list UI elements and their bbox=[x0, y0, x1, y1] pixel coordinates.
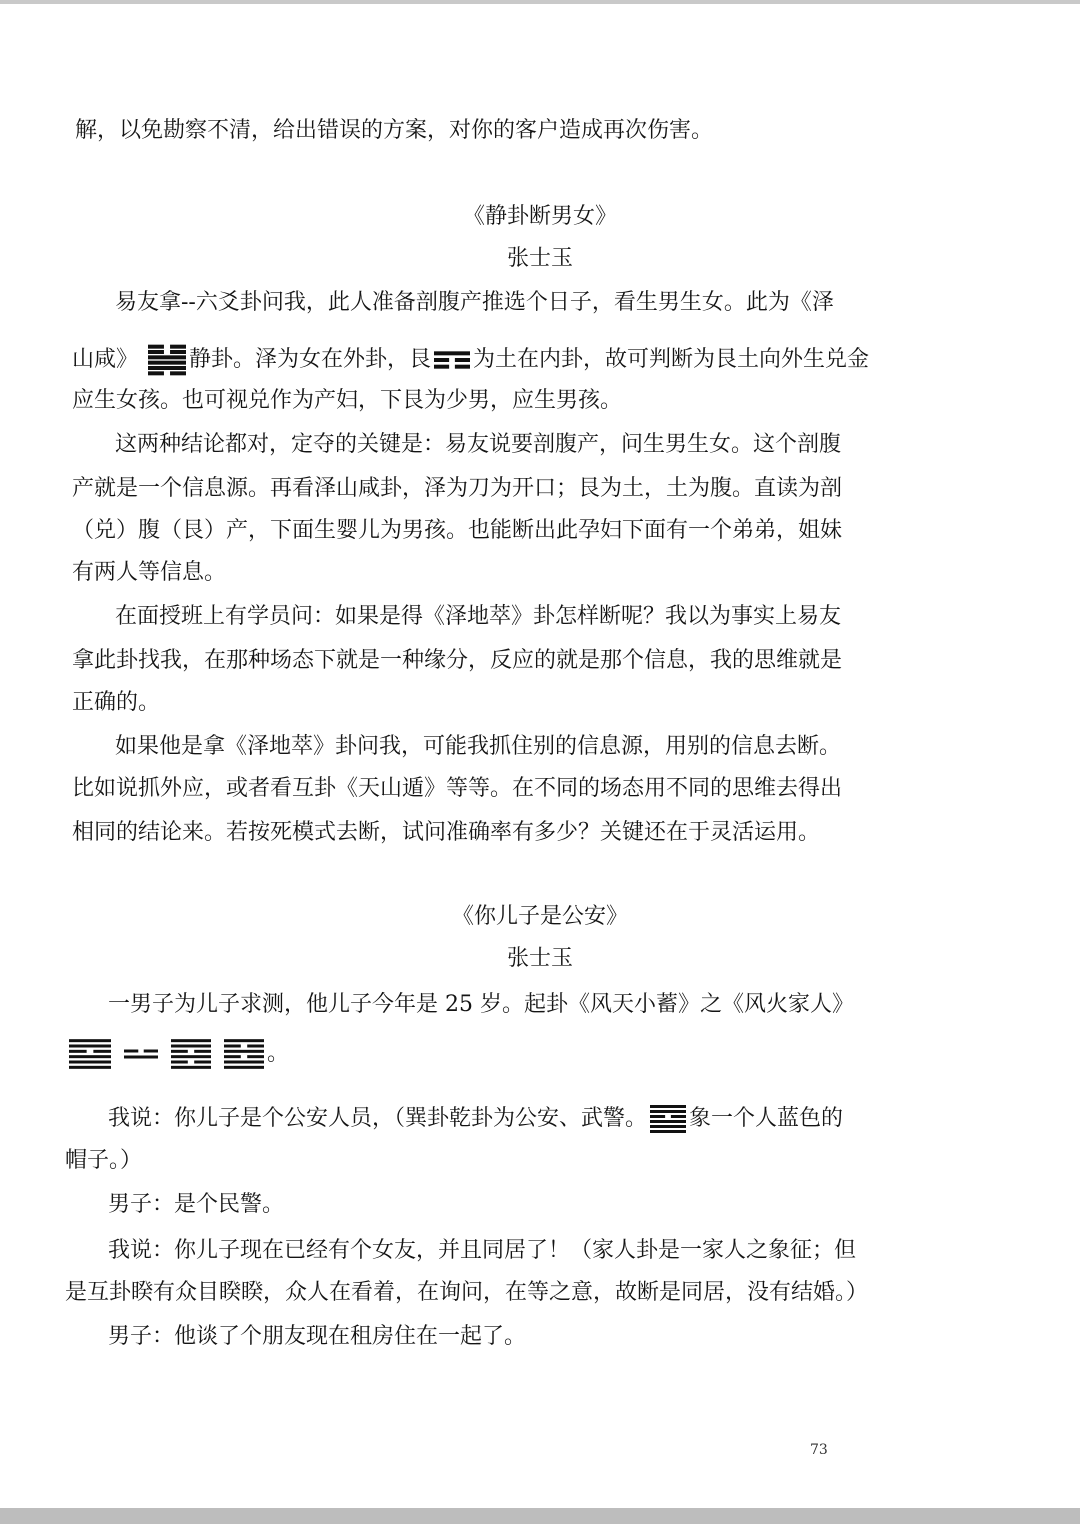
hexagram-xun-icon bbox=[650, 1104, 686, 1134]
text-line bbox=[75, 116, 713, 146]
yin-line-half bbox=[224, 1045, 241, 1048]
text-line bbox=[108, 1104, 843, 1134]
yin-line-half bbox=[148, 371, 164, 375]
yin-line-half bbox=[671, 1115, 686, 1118]
yang-line bbox=[69, 1066, 111, 1069]
text-run: 。 bbox=[267, 1041, 290, 1066]
text-line bbox=[72, 516, 842, 546]
yang-line bbox=[148, 361, 186, 365]
text-line bbox=[115, 288, 834, 318]
text-run: 我说：你儿子是个公安人员，（巽卦乾卦为公安、武警。 bbox=[108, 1106, 648, 1131]
yin-line-half bbox=[194, 1050, 211, 1053]
yang-line bbox=[650, 1125, 686, 1128]
hexagram-dongyao-icon bbox=[124, 1048, 158, 1060]
yang-line bbox=[69, 1045, 111, 1048]
yin-line-half bbox=[247, 1055, 264, 1058]
yin-line-half bbox=[455, 365, 470, 369]
yang-line bbox=[69, 1061, 111, 1064]
yang-line bbox=[224, 1039, 264, 1042]
text-run: 张士玉 bbox=[506, 246, 573, 271]
yin-line-half bbox=[171, 1050, 188, 1053]
text-line bbox=[115, 430, 841, 460]
yin-line-half bbox=[93, 1050, 111, 1053]
text-run: 象一个人蓝色的 bbox=[689, 1106, 844, 1131]
scan-bottom-edge bbox=[0, 1508, 1080, 1524]
text-line bbox=[108, 1236, 856, 1266]
text-line bbox=[0, 902, 1080, 932]
text-line bbox=[72, 558, 226, 588]
text-run: 山咸》 bbox=[72, 347, 145, 372]
text-run: 正确的。 bbox=[72, 690, 161, 715]
hexagram-xiaoxu-icon bbox=[69, 1038, 111, 1070]
yang-line bbox=[148, 355, 186, 359]
yang-line bbox=[224, 1061, 264, 1064]
text-run bbox=[114, 1041, 121, 1066]
yang-line bbox=[650, 1110, 686, 1113]
yang-line bbox=[171, 1039, 211, 1042]
yang-line bbox=[650, 1105, 686, 1108]
text-run: 在面授班上有学员问：如果是得《泽地萃》卦怎样断呢？我以为事实上易友 bbox=[115, 604, 842, 629]
text-run: 这两种结论都对，定夺的关键是：易友说要剖腹产，问生男生女。这个剖腹 bbox=[115, 432, 842, 457]
text-line bbox=[72, 818, 820, 848]
hexagram-zeshan_xian-icon bbox=[148, 344, 186, 376]
text-line bbox=[72, 646, 842, 676]
yin-line-half bbox=[170, 345, 186, 349]
text-run: 拿此卦找我，在那种场态下就是一种缘分，反应的就是那个信息，我的思维就是 bbox=[72, 648, 843, 673]
yang-line bbox=[224, 1050, 264, 1053]
yin-line-half bbox=[434, 365, 449, 369]
text-run: 产就是一个信息源。再看泽山咸卦，泽为刀为开口；艮为土，土为腹。直读为剖 bbox=[72, 476, 843, 501]
text-run: 静卦。泽为女在外卦，艮 bbox=[189, 347, 432, 372]
yang-line bbox=[650, 1120, 686, 1123]
yin-line-half bbox=[170, 350, 186, 354]
text-line bbox=[0, 244, 1080, 274]
yin-line-half bbox=[170, 371, 186, 375]
page-number: 73 bbox=[810, 1442, 828, 1458]
text-run: 《静卦断男女》 bbox=[462, 204, 617, 229]
text-run: 是互卦睽有众目睽睽，众人在看着，在询问，在等之意，故断是同居，没有结婚。） bbox=[65, 1280, 869, 1305]
hexagram-jiaren-icon bbox=[171, 1038, 211, 1070]
yang-line bbox=[650, 1130, 686, 1133]
text-line bbox=[72, 474, 842, 504]
text-line bbox=[72, 386, 622, 416]
text-run: 解，以免勘察不清，给出错误的方案，对你的客户造成再次伤害。 bbox=[75, 118, 714, 143]
yin-line-half bbox=[148, 350, 164, 354]
text-line bbox=[66, 1038, 289, 1070]
yin-line-half bbox=[434, 358, 449, 362]
text-run: 一男子为儿子求测，他儿子今年是 25 岁。起卦《风天小蓄》之《风火家人》 bbox=[108, 992, 854, 1017]
yin-line-half bbox=[171, 1061, 188, 1064]
yin-line-half bbox=[124, 1050, 138, 1053]
hexagram-hu_kui-icon bbox=[224, 1038, 264, 1070]
text-line bbox=[72, 774, 842, 804]
yin-line-half bbox=[194, 1061, 211, 1064]
text-line bbox=[108, 990, 854, 1020]
text-run: 相同的结论来。若按死模式去断，试问准确率有多少？关键还在于灵活运用。 bbox=[72, 820, 821, 845]
text-line bbox=[108, 1322, 526, 1352]
yang-line bbox=[69, 1039, 111, 1042]
text-run: 男子：他谈了个朋友现在租房住在一起了。 bbox=[108, 1324, 527, 1349]
text-run: 为土在内卦，故可判断为艮土向外生兑金 bbox=[473, 347, 870, 372]
yang-line bbox=[224, 1066, 264, 1069]
text-line bbox=[65, 1278, 868, 1308]
yang-line bbox=[171, 1055, 211, 1058]
text-line bbox=[115, 732, 841, 762]
yin-line-half bbox=[69, 1050, 87, 1053]
yang-line bbox=[124, 1056, 158, 1059]
text-run: 张士玉 bbox=[506, 946, 573, 971]
text-line bbox=[0, 202, 1080, 232]
text-line bbox=[65, 1146, 142, 1176]
yin-line-half bbox=[148, 345, 164, 349]
yin-line-half bbox=[247, 1045, 264, 1048]
text-run bbox=[214, 1041, 221, 1066]
text-run: 比如说抓外应，或者看互卦《天山遁》等等。在不同的场态用不同的思维去得出 bbox=[72, 776, 843, 801]
text-line bbox=[115, 602, 841, 632]
yang-line bbox=[171, 1045, 211, 1048]
yang-line bbox=[434, 351, 470, 355]
text-line bbox=[0, 944, 1080, 974]
text-run: 帽子。） bbox=[65, 1148, 143, 1173]
text-run: 男子：是个民警。 bbox=[108, 1192, 285, 1217]
yin-line-half bbox=[144, 1050, 158, 1053]
text-run: 易友拿--六爻卦问我，此人准备剖腹产推选个日子，看生男生女。此为《泽 bbox=[115, 290, 834, 315]
text-run: （兑）腹（艮）产，下面生婴儿为男孩。也能断出此孕妇下面有一个弟弟，姐妹 bbox=[72, 518, 843, 543]
yang-line bbox=[171, 1066, 211, 1069]
text-run: 应生女孩。也可视兑作为产妇，下艮为少男，应生男孩。 bbox=[72, 388, 623, 413]
yang-line bbox=[69, 1055, 111, 1058]
text-run: 如果他是拿《泽地萃》卦问我，可能我抓住别的信息源，用别的信息去断。 bbox=[115, 734, 842, 759]
yin-line-half bbox=[650, 1115, 665, 1118]
hexagram-gen-icon bbox=[434, 350, 470, 370]
text-line bbox=[108, 1190, 284, 1220]
yang-line bbox=[148, 366, 186, 370]
text-run: 《你儿子是公安》 bbox=[451, 904, 628, 929]
text-run bbox=[161, 1041, 168, 1066]
text-run: 有两人等信息。 bbox=[72, 560, 227, 585]
yin-line-half bbox=[224, 1055, 241, 1058]
yin-line-half bbox=[455, 358, 470, 362]
text-line bbox=[72, 688, 160, 718]
text-run: 我说：你儿子现在已经有个女友，并且同居了！（家人卦是一家人之象征；但 bbox=[108, 1238, 857, 1263]
text-line bbox=[72, 344, 869, 376]
